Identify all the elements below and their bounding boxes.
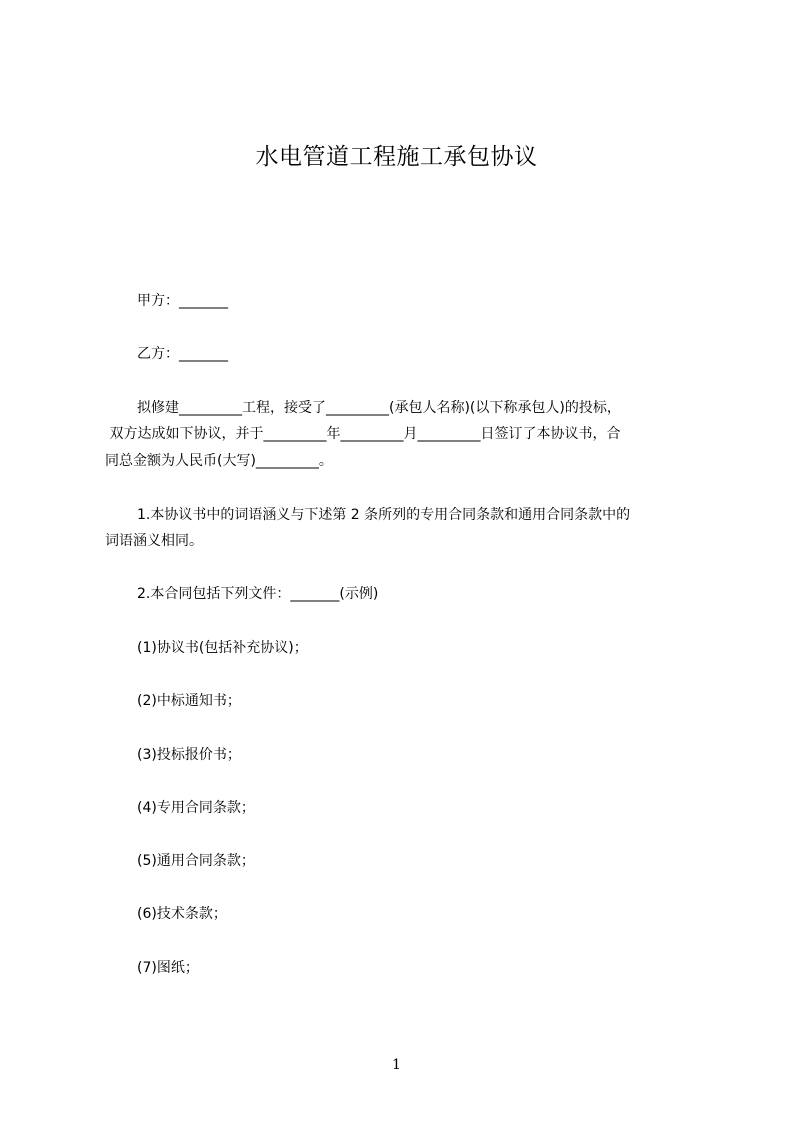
party-a-line: 甲方：_______ — [137, 293, 228, 309]
document-list-item: (2)中标通知书； — [137, 693, 241, 709]
document-list-item: (6)技术条款； — [137, 906, 227, 922]
document-list-item: (5)通用合同条款； — [137, 853, 255, 869]
document-list-item: (1)协议书(包括补充协议)； — [137, 640, 308, 656]
clause-1-line-1: 1.本协议书中的词语涵义与下述第 2 条所列的专用合同条款和通用合同条款中的 — [137, 507, 631, 523]
document-title: 水电管道工程施工承包协议 — [255, 144, 538, 170]
intro-line-1: 拟修建_________工程，接受了_________(承包人名称)(以下称承包人)的投标， — [137, 400, 621, 416]
document-list-item: (3)投标报价书； — [137, 747, 241, 763]
intro-line-3: 同总金额为人民币(大写)_________。 — [105, 453, 333, 469]
page-number: 1 — [392, 1057, 401, 1073]
clause-2-heading: 2.本合同包括下列文件：_______(示例) — [137, 586, 379, 602]
clause-1-line-2: 词语涵义相同。 — [105, 533, 203, 549]
party-b-line: 乙方：_______ — [137, 346, 228, 362]
document-list-item: (7)图纸； — [137, 960, 199, 976]
intro-line-2: 双方达成如下协议，并于_________年_________月_________日签订了本协议书，合 — [105, 426, 621, 442]
document-list-item: (4)专用合同条款； — [137, 800, 255, 816]
